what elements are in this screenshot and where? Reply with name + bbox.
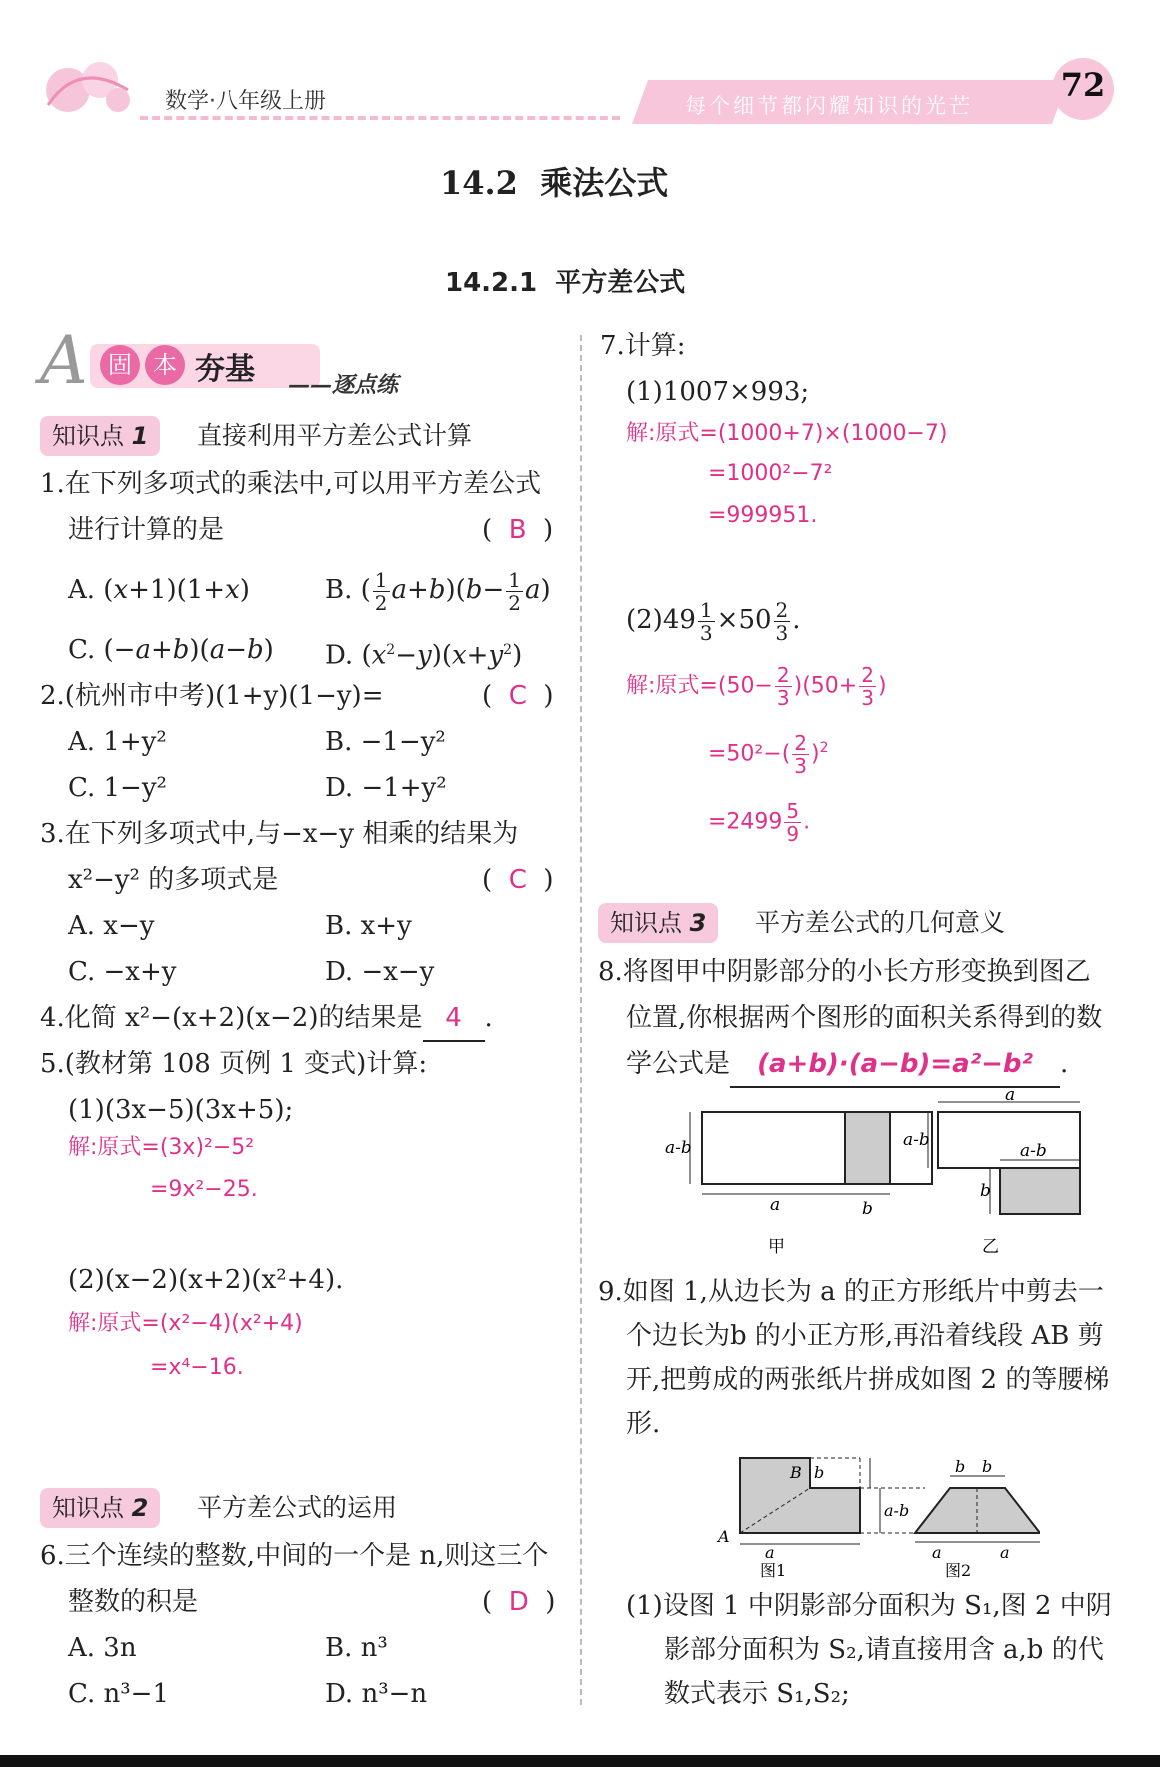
q8-line3: 学公式是 (a+b)·(a−b)=a²−b² . — [626, 1042, 1068, 1088]
q7-part1: (1)1007×993; — [626, 377, 810, 407]
q9-sub3: 数式表示 S₁,S₂; — [664, 1679, 850, 1709]
q6-option-c: C. n³−1 — [68, 1679, 169, 1709]
kp1-badge: 知识点 1 — [40, 416, 160, 456]
q9-figure — [710, 1448, 1040, 1578]
q7-stem: 7.计算: — [600, 331, 686, 361]
banner-letter: A — [40, 322, 88, 399]
q3-answer-paren: ( C ) — [482, 865, 554, 895]
q9-fig1: 图1 — [760, 1561, 787, 1578]
q1-option-b: B. ( $\frac{1}{2}$ a+b)(b− $\frac{1}{2}$ a) — [325, 567, 551, 615]
q9-label-A: A — [718, 1527, 730, 1546]
q8-fig-right: 乙 — [982, 1237, 999, 1257]
q6-line2: 整数的积是 — [68, 1587, 199, 1617]
q8-answer: (a+b)·(a−b)=a²−b² — [730, 1042, 1060, 1088]
q1-line2: 进行计算的是 — [68, 515, 225, 545]
q2-option-c: C. 1−y² — [68, 773, 167, 803]
q1-answer: B — [508, 515, 527, 545]
banner-circle-1: 固 — [100, 345, 140, 385]
q3-option-d: D. −x−y — [325, 957, 435, 987]
q1-option-c: C. (−a+b)(a−b) — [68, 635, 274, 665]
column-divider — [580, 335, 582, 1705]
q5-sol2a: 解:原式=(x²−4)(x²+4) — [68, 1311, 303, 1336]
q8-label-b-left: b — [862, 1199, 873, 1219]
q2-stem: 2.(杭州市中考)(1+y)(1−y)= — [40, 681, 384, 711]
q4-answer: 4 — [423, 996, 485, 1042]
banner-circle-2: 本 — [145, 345, 185, 385]
q7-sol2b: =50²−( $\frac{2}{3}$ )$^2$ — [708, 730, 829, 778]
q2-option-b: B. −1−y² — [325, 727, 446, 757]
q6-answer: D — [508, 1587, 529, 1617]
q5-stem: 5.(教材第 108 页例 1 变式)计算: — [40, 1049, 428, 1079]
q5-part2: (2)(x−2)(x+2)(x²+4). — [68, 1265, 344, 1295]
q1-option-d: D. $(x^2-y)(x+y^2)$ — [325, 640, 523, 671]
q7-part2: (2)49 $\frac{1}{3}$ ×50 $\frac{2}{3}$ . — [626, 597, 801, 645]
kp3-title: 平方差公式的几何意义 — [755, 908, 1006, 937]
q8-label-amb-right: a-b — [903, 1130, 930, 1150]
q9-label-b1: b — [814, 1463, 825, 1482]
q9-label-a3: a — [1000, 1543, 1010, 1562]
q8-fig-left: 甲 — [768, 1237, 785, 1257]
header-subject: 数学·八年级上册 — [165, 89, 326, 114]
banner-rest: 夯基 — [195, 352, 255, 387]
q9-sub1: (1)设图 1 中阴影部分面积为 S₁,图 2 中阴 — [626, 1591, 1112, 1621]
q1-answer-paren: ( B ) — [482, 515, 554, 545]
q9-fig2: 图2 — [945, 1561, 972, 1578]
q8-figure — [660, 1090, 1090, 1260]
q5-sol1b: =9x²−25. — [150, 1177, 258, 1202]
header-dash-line — [140, 116, 620, 120]
q9-line3: 开,把剪成的两张纸片拼成如图 2 的等腰梯 — [626, 1365, 1110, 1395]
q9-line2: 个边长为b 的小正方形,再沿着线段 AB 剪 — [626, 1321, 1104, 1351]
q8-label-amb-left: a-b — [665, 1138, 692, 1158]
q3-answer: C — [508, 865, 527, 895]
q8-label-amb-right2: a-b — [1020, 1141, 1047, 1161]
q7-sol2c: =2499 $\frac{5}{9}$ . — [708, 799, 811, 846]
q8-line2: 位置,你根据两个图形的面积关系得到的数 — [626, 1003, 1103, 1033]
q1-option-a: A. (x+1)(1+x) — [68, 575, 250, 605]
banner-tag: ——逐点练 — [288, 372, 399, 398]
q1-line1: 1.在下列多项式的乘法中,可以用平方差公式 — [40, 469, 542, 499]
q3-option-c: C. −x+y — [68, 957, 177, 987]
q9-line1: 9.如图 1,从边长为 a 的正方形纸片中剪去一 — [598, 1277, 1104, 1307]
q7-sol1a: 解:原式=(1000+7)×(1000−7) — [626, 421, 948, 446]
q3-line1: 3.在下列多项式中,与−x−y 相乘的结果为 — [40, 819, 519, 849]
q6-option-b: B. n³ — [325, 1633, 388, 1663]
q6-line1: 6.三个连续的整数,中间的一个是 n,则这三个 — [40, 1541, 549, 1571]
q3-option-b: B. x+y — [325, 911, 412, 941]
q7-sol1c: =999951. — [708, 503, 818, 528]
q6-answer-paren: ( D ) — [482, 1587, 556, 1617]
q9-label-b2: b — [955, 1457, 966, 1476]
header-flourish — [38, 50, 138, 120]
q9-label-a1: a — [765, 1543, 775, 1562]
q9-label-b3: b — [982, 1457, 993, 1476]
q9-sub2: 影部分面积为 S₂,请直接用含 a,b 的代 — [664, 1635, 1104, 1665]
header-slogan: 每个细节都闪耀知识的光芒 — [685, 94, 973, 118]
q6-option-d: D. n³−n — [325, 1679, 428, 1709]
page-number: 72 — [1060, 66, 1106, 104]
q3-option-a: A. x−y — [68, 911, 155, 941]
q7-sol1b: =1000²−7² — [708, 461, 833, 486]
bottom-bar — [0, 1755, 1160, 1767]
section-subtitle: 14.2.1 平方差公式 — [445, 268, 686, 298]
q2-answer: C — [508, 681, 527, 711]
q5-part1: (1)(3x−5)(3x+5); — [68, 1095, 294, 1125]
q2-answer-paren: ( C ) — [482, 681, 554, 711]
q8-label-a-left: a — [770, 1195, 781, 1215]
q8-line1: 8.将图甲中阴影部分的小长方形变换到图乙 — [598, 957, 1091, 987]
q5-sol1a: 解:原式=(3x)²−5² — [68, 1135, 255, 1160]
q6-option-a: A. 3n — [68, 1633, 137, 1663]
q9-line4: 形. — [626, 1409, 661, 1439]
q8-label-a-right: a — [1005, 1090, 1016, 1105]
q2-option-d: D. −1+y² — [325, 773, 447, 803]
q2-option-a: A. 1+y² — [68, 727, 167, 757]
q4: 4.化简 x²−(x+2)(x−2)的结果是 4 . — [40, 996, 493, 1042]
kp3-badge: 知识点 3 — [598, 903, 718, 943]
section-title: 14.2 乘法公式 — [440, 164, 669, 202]
banner — [40, 322, 410, 400]
kp2-badge: 知识点 2 — [40, 1488, 160, 1528]
q9-label-amb: a-b — [884, 1501, 910, 1520]
kp2-title: 平方差公式的运用 — [197, 1493, 398, 1522]
q3-line2: x²−y² 的多项式是 — [68, 865, 279, 895]
kp1-title: 直接利用平方差公式计算 — [197, 421, 473, 450]
q5-sol2b: =x⁴−16. — [150, 1355, 244, 1380]
q9-label-a2: a — [932, 1543, 942, 1562]
q9-label-B: B — [790, 1463, 802, 1482]
q8-label-b-right: b — [980, 1181, 991, 1201]
q7-sol2a: 解:原式=(50− $\frac{2}{3}$ )(50+ $\frac{2}{3}$ ) — [626, 663, 887, 710]
